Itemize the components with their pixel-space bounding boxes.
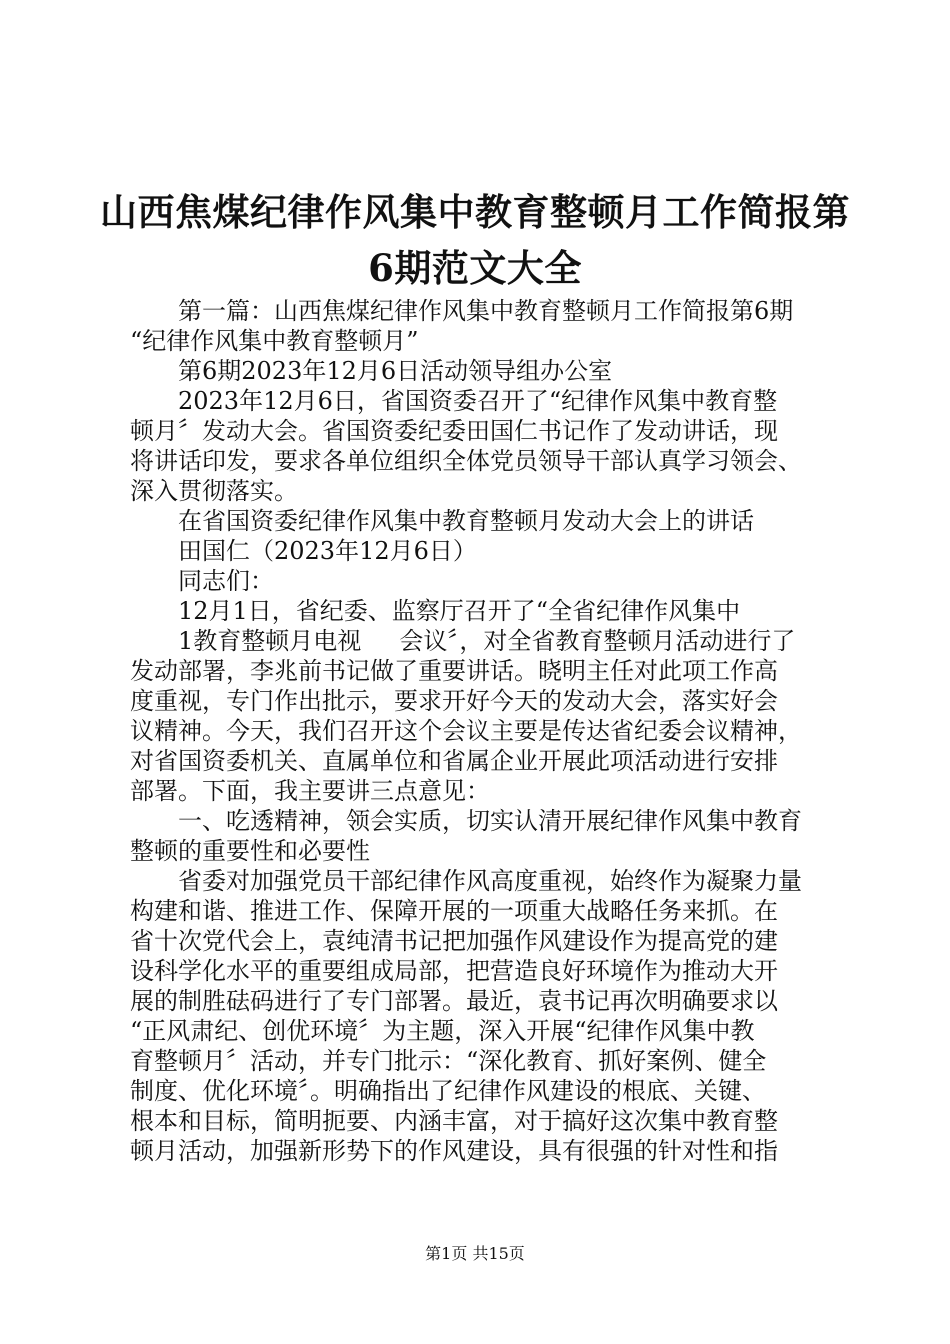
body-line: 构建和谐、推进工作、保障开展的一项重大战略任务来抓。在: [130, 897, 778, 925]
body-line: 第6期2023年12月6日活动领导组办公室: [178, 357, 613, 385]
body-line: 省委对加强党员干部纪律作风高度重视，始终作为凝聚力量: [178, 867, 802, 895]
body-line: 省十次党代会上，袁纯清书记把加强作风建设作为提高党的建: [130, 927, 778, 955]
body-line: 2023年12月6日，省国资委召开了“纪律作风集中教育整: [178, 387, 778, 415]
body-line: 田国仁（2023年12月6日）: [178, 537, 477, 565]
body-line: 12月1日，省纪委、监察厅召开了“全省纪律作风集中: [178, 597, 741, 625]
body-line: 制度、优化环境〞。明确指出了纪律作风建设的根底、关键、: [130, 1077, 766, 1105]
body-line: 设科学化水平的重要组成局部，把营造良好环境作为推动大开: [130, 957, 778, 985]
body-line: 顿月〞发动大会。省国资委纪委田国仁书记作了发动讲话，现: [130, 417, 778, 445]
body-line: 议精神。今天，我们召开这个会议主要是传达省纪委会议精神，: [130, 717, 802, 745]
body-line: 同志们：: [178, 567, 274, 595]
body-line: 育整顿月〞活动，并专门批示：“深化教育、抓好案例、健全: [130, 1047, 767, 1075]
body-line: 一、吃透精神，领会实质，切实认清开展纪律作风集中教育: [178, 807, 802, 835]
body-line: “正风肃纪、创优环境〞为主题，深入开展“纪律作风集中教: [130, 1017, 755, 1045]
body-line: 对省国资委机关、直属单位和省属企业开展此项活动进行安排: [130, 747, 778, 775]
body-line: 展的制胜砝码进行了专门部署。最近，袁书记再次明确要求以: [130, 987, 778, 1015]
body-line: 顿月活动，加强新形势下的作风建设，具有很强的针对性和指: [130, 1137, 778, 1165]
body-line: 1教育整顿月电视 会议〞，对全省教育整顿月活动进行了: [178, 627, 796, 655]
document-title-line-2: 6期范文大全: [368, 246, 582, 290]
body-line: 部署。下面，我主要讲三点意见：: [130, 777, 490, 805]
document-body: [130, 296, 830, 1166]
document-title-line-1: 山西焦煤纪律作风集中教育整顿月工作简报第: [100, 190, 850, 234]
body-line: 度重视，专门作出批示，要求开好今天的发动大会，落实好会: [130, 687, 778, 715]
body-line: 第一篇：山西焦煤纪律作风集中教育整顿月工作简报第6期: [178, 297, 794, 325]
body-line: 深入贯彻落实。: [130, 477, 298, 505]
body-line: 根本和目标，简明扼要、内涵丰富，对于搞好这次集中教育整: [130, 1107, 778, 1135]
page-footer: 第1页 共15页: [425, 1244, 525, 1263]
body-line: 将讲话印发，要求各单位组织全体党员领导干部认真学习领会、: [130, 447, 802, 475]
body-line: 发动部署，李兆前书记做了重要讲话。晓明主任对此项工作高: [130, 657, 778, 685]
body-line: 整顿的重要性和必要性: [130, 837, 370, 865]
body-line: “纪律作风集中教育整顿月”: [130, 327, 419, 355]
body-line: 在省国资委纪律作风集中教育整顿月发动大会上的讲话: [178, 507, 754, 535]
